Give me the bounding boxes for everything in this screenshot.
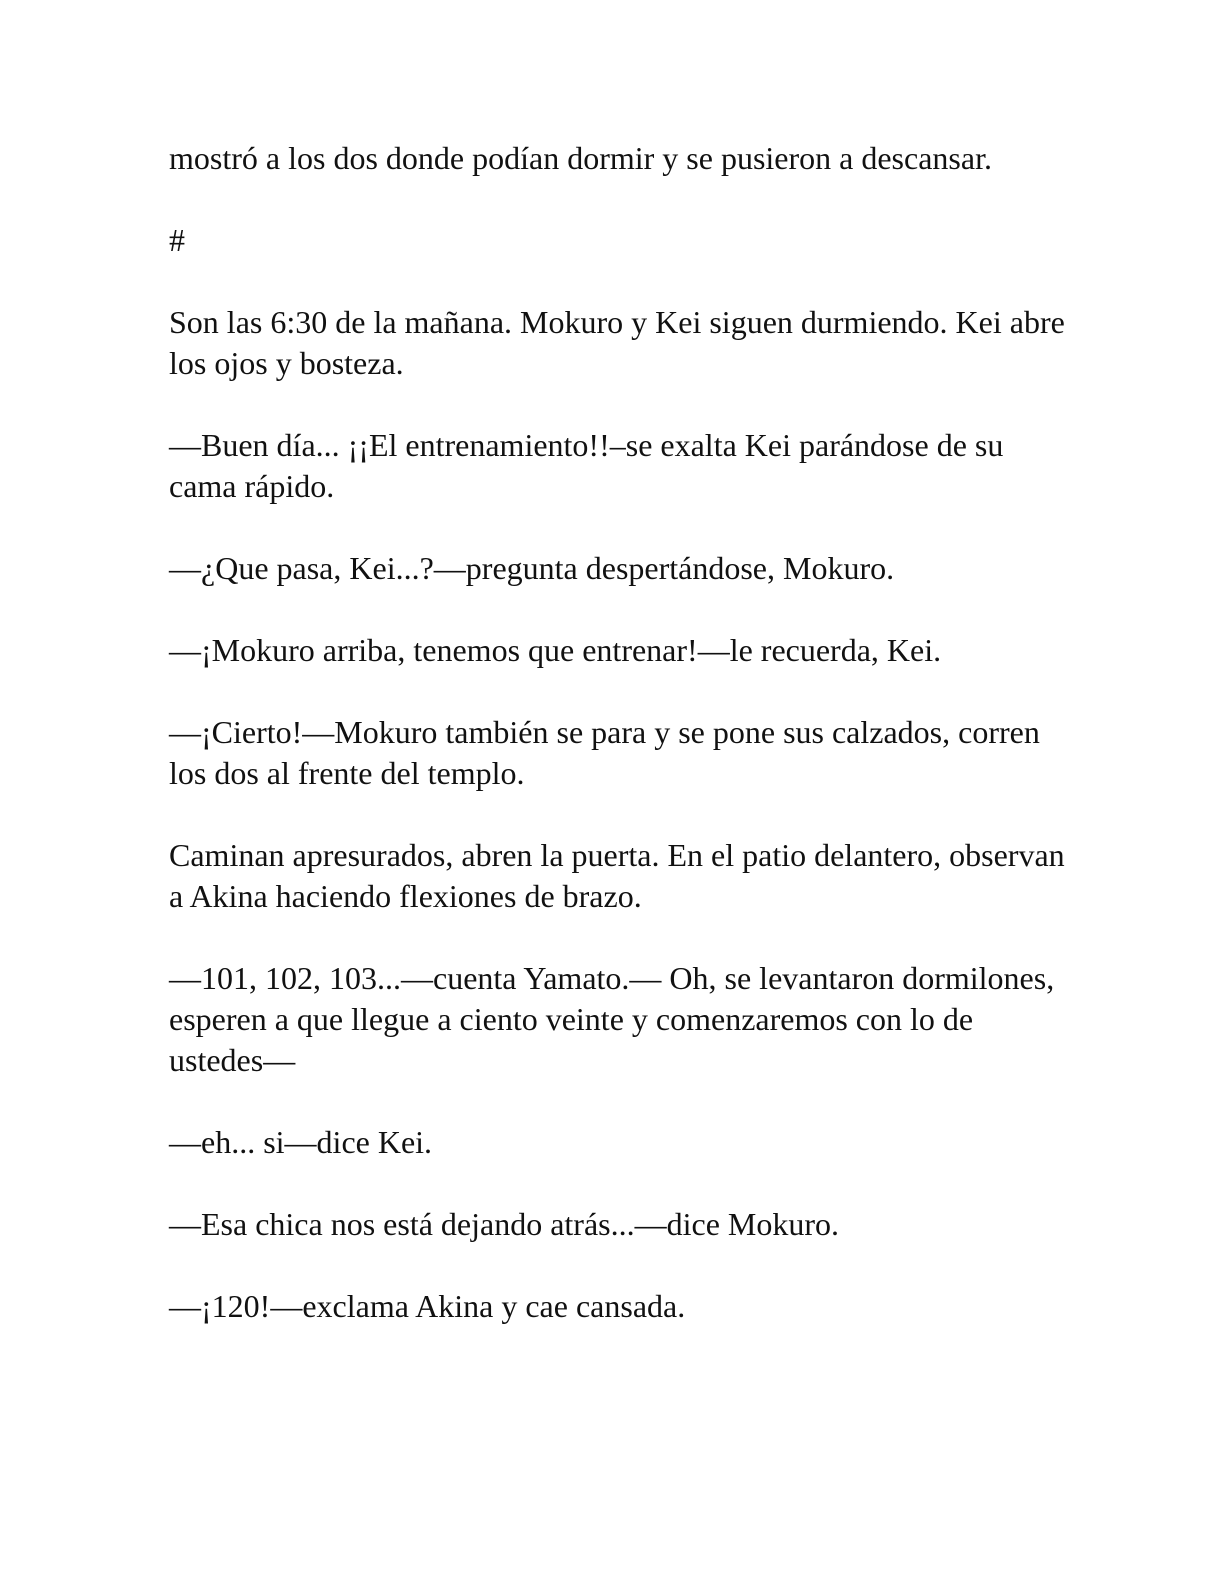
scene-break: # xyxy=(169,222,185,258)
dialogue-paragraph: —¡Mokuro arriba, tenemos que entrenar!—le recuerda, Kei. xyxy=(169,632,942,668)
dialogue-paragraph: —eh... si—dice Kei. xyxy=(169,1124,433,1160)
dialogue-paragraph: —¡Cierto!—Mokuro también se para y se pone sus calzados, corren los dos al frente del templo. xyxy=(169,714,1040,791)
dialogue-paragraph: —¿Que pasa, Kei...?—pregunta despertándose, Mokuro. xyxy=(169,550,895,586)
paragraph: mostró a los dos donde podían dormir y se pusieron a descansar. xyxy=(169,140,992,176)
dialogue-paragraph: —101, 102, 103...—cuenta Yamato.— Oh, se levantaron dormilones, esperen a que llegue a ciento veinte y comenzaremos con lo de ustedes— xyxy=(169,960,1055,1078)
paragraph: Caminan apresurados, abren la puerta. En el patio delantero, observan a Akina haciendo flexiones de brazo. xyxy=(169,837,1065,914)
dialogue-paragraph: —Esa chica nos está dejando atrás...—dice Mokuro. xyxy=(169,1206,840,1242)
dialogue-paragraph: —Buen día... ¡¡El entrenamiento!!–se exalta Kei parándose de su cama rápido. xyxy=(169,427,1004,504)
dialogue-paragraph: —¡120!—exclama Akina y cae cansada. xyxy=(169,1288,686,1324)
body-text xyxy=(169,138,1069,1327)
paragraph: Son las 6:30 de la mañana. Mokuro y Kei siguen durmiendo. Kei abre los ojos y bosteza. xyxy=(169,304,1065,381)
